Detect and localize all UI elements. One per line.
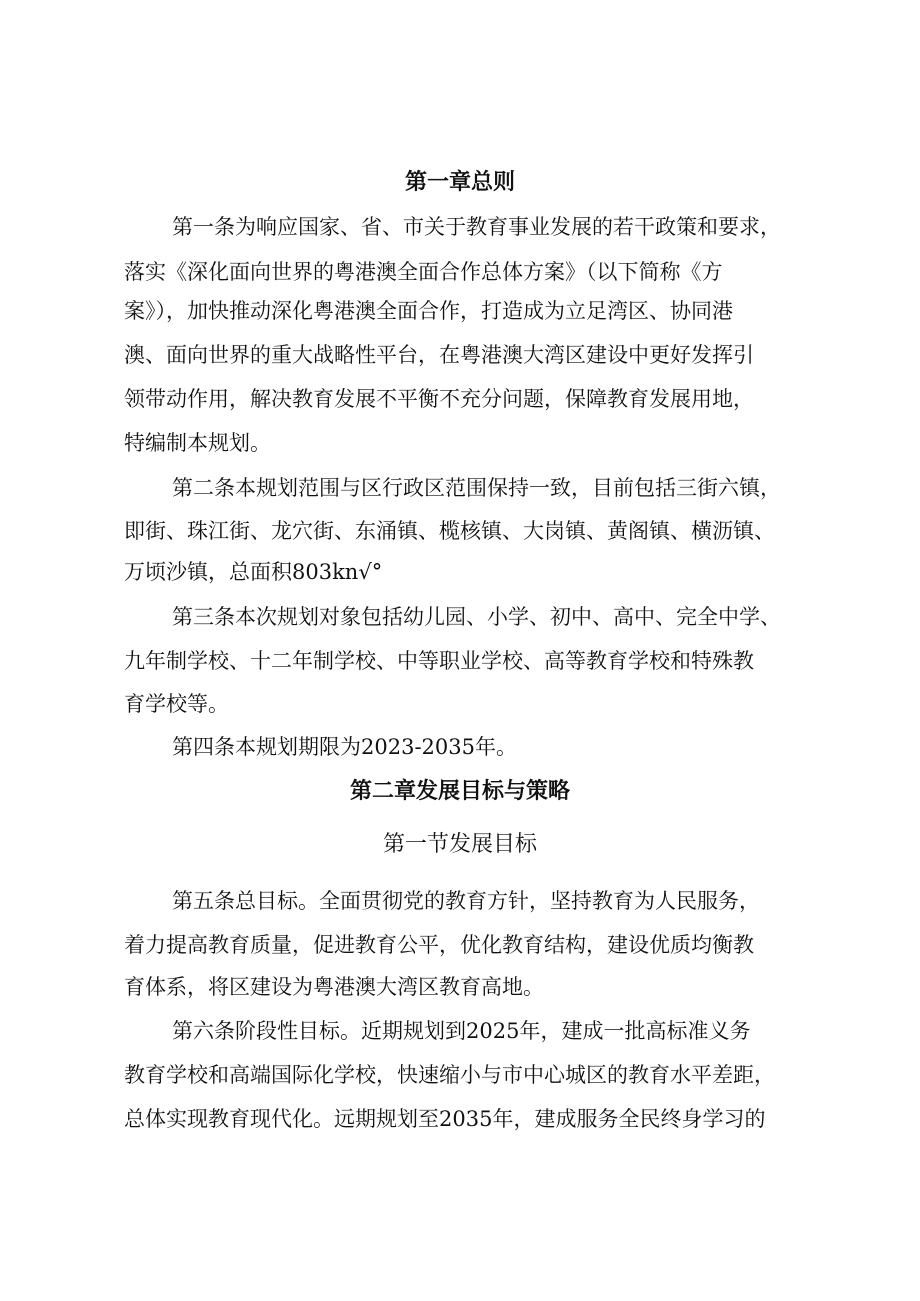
article-4-line-1: 第四条本规划期限为2023-2035年。 [172,735,517,759]
article-1-line-3: 案》），加快推动深化粤港澳全面合作，打造成为立足湾区、协同港 [124,299,733,323]
article-3-line-2: 九年制学校、十二年制学校、中等职业学校、高等教育学校和特殊教 [124,649,754,673]
article-1-line-1: 第一条为响应国家、省、市关于教育事业发展的若干政策和要求， [172,215,781,239]
article-5-line-1: 第五条总目标。全面贯彻党的教育方针，坚持教育为人民服务， [172,889,760,913]
article-5-line-3: 育体系，将区建设为粤港澳大湾区教育高地。 [124,975,544,999]
article-1-line-4: 澳、面向世界的重大战略性平台，在粤港澳大湾区建设中更好发挥引 [124,343,754,367]
article-3-line-1: 第三条本次规划对象包括幼儿园、小学、初中、高中、完全中学、 [172,605,781,629]
article-6-line-3: 总体实现教育现代化。远期规划至2035年，建成服务全民终身学习的 [124,1107,766,1131]
article-6-line-1: 第六条阶段性目标。近期规划到2025年，建成一批高标准义务 [172,1019,751,1043]
chapter-1-title: 第一章总则 [404,170,515,195]
article-6-line-2: 教育学校和高端国际化学校，快速缩小与市中心城区的教育水平差距， [124,1063,775,1087]
article-2-line-3: 万顷沙镇，总面积803kn√° [124,560,383,584]
article-2-line-2: 即街、珠江街、龙穴街、东涌镇、榄核镇、大岗镇、黄阁镇、横沥镇、 [124,519,775,543]
chapter-2-title: 第二章发展目标与策略 [349,779,570,804]
article-3-line-3: 育学校等。 [124,692,229,716]
article-2-line-1: 第二条本规划范围与区行政区范围保持一致，目前包括三街六镇， [172,476,781,500]
article-1-line-5: 领带动作用，解决教育发展不平衡不充分问题，保障教育发展用地， [124,387,754,411]
article-1-line-6: 特编制本规划。 [124,431,271,455]
article-1-line-2: 落实《深化面向世界的粤港澳全面合作总体方案》（以下简称《方 [124,260,723,284]
article-5-line-2: 着力提高教育质量，促进教育公平，优化教育结构，建设优质均衡教 [124,933,754,957]
section-1-title: 第一节发展目标 [382,832,537,857]
